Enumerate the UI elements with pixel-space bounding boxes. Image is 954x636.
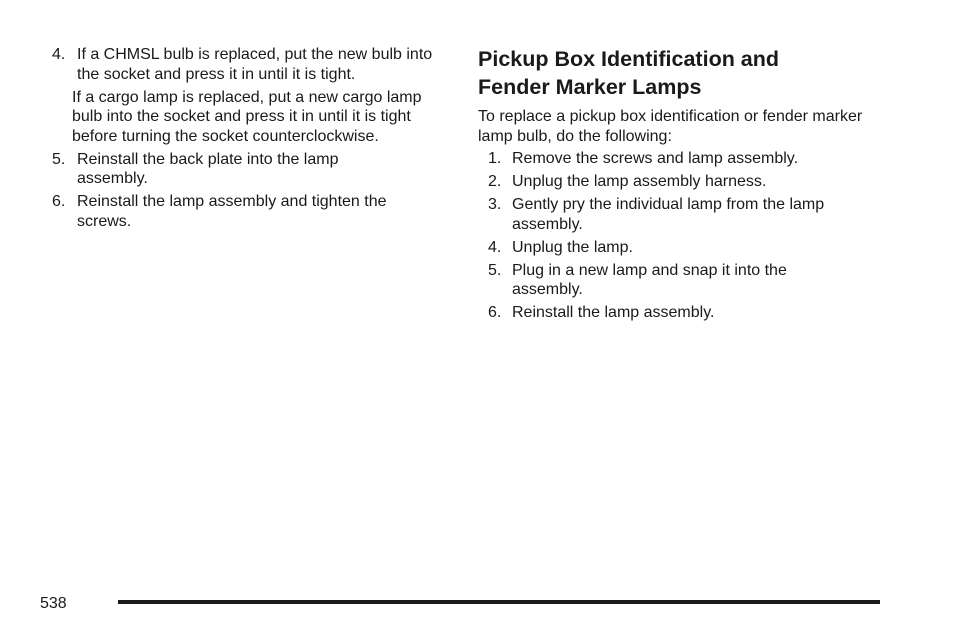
list-item-number: 6.	[52, 193, 66, 210]
step-item	[488, 195, 878, 234]
list-item	[52, 192, 452, 231]
list-item-number: 4.	[52, 46, 66, 63]
right-column	[478, 45, 878, 326]
step-text: Remove the screws and lamp assembly.	[512, 150, 799, 167]
section-heading-line2: Fender Marker Lamps	[478, 75, 702, 99]
section-heading-line1: Pickup Box Identification and	[478, 47, 780, 71]
step-number: 2.	[488, 173, 502, 190]
list-item	[52, 150, 452, 189]
list-item-text: Reinstall the back plate into the lamp assembly.	[77, 150, 339, 187]
list-item-number: 5.	[52, 150, 66, 168]
step-text: Unplug the lamp.	[512, 238, 633, 256]
section-heading	[478, 45, 878, 101]
step-text: Unplug the lamp assembly harness.	[512, 173, 767, 190]
left-column	[52, 45, 452, 235]
step-text: Plug in a new lamp and snap it into the assembly.	[512, 261, 787, 298]
step-item	[488, 172, 878, 192]
step-number: 6.	[488, 304, 502, 321]
step-text: Gently pry the individual lamp from the lamp assembly.	[512, 196, 825, 233]
step-item	[488, 303, 878, 323]
page-number: 538	[40, 595, 67, 612]
step-number: 5.	[488, 261, 502, 279]
step-item	[488, 238, 878, 258]
step-number: 3.	[488, 196, 502, 213]
step-number: 4.	[488, 238, 502, 256]
step-item	[488, 149, 878, 169]
steps-list	[488, 149, 878, 323]
list-item-text: Reinstall the lamp assembly and tighten the screws.	[77, 193, 387, 230]
list-item-text: If a CHMSL bulb is replaced, put the new bulb into the socket and press it in until it is tight.	[77, 46, 433, 83]
section-intro: To replace a pickup box identification or fender marker lamp bulb, do the following:	[478, 108, 863, 145]
footer-divider	[118, 600, 880, 604]
step-text: Reinstall the lamp assembly.	[512, 304, 715, 321]
step-item	[488, 261, 878, 300]
step-number: 1.	[488, 150, 502, 167]
cargo-lamp-note: If a cargo lamp is replaced, put a new cargo lamp bulb into the socket and press it in until it is tight before turning the socket counterclockwise.	[72, 88, 422, 145]
list-item	[52, 45, 452, 84]
